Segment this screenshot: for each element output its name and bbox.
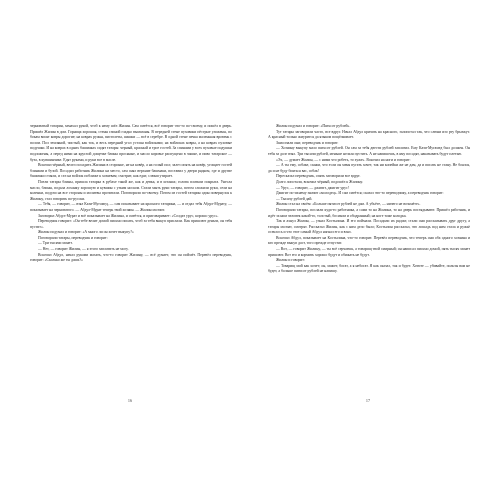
paragraph: Замолчали они; переводчик и говорит: — [276, 140, 339, 145]
paragraph: Так и ахнул Жилин, — узнал Костылина. И его поймали. Посадили их рядом; стали они рассказывать друг другу, а татары молчат, смотрят. Рассказал Жилин, как с ним дело было; Костылин рассказал, что лошадь под ним стала и ружьё осеклось и что этот самый Абдул нагнал его и взял. — [268, 219, 470, 235]
left-page-text — [30, 124, 232, 264]
paragraph: — Урус, — говорит, — джигит, джигит урус! — [276, 185, 349, 190]
paragraph: — Три тысячи монет. — [38, 241, 73, 246]
paragraph: — Товарищ мой как хочет; он, может, богат, а я небогат. Я как сказал, так и будет. Хотите — убивайте, пользы вам не будет, а больше пятисот рублей не напишу. — [268, 263, 470, 274]
paragraph: «Эх, — думает Жилин, — с ними что робеть, то хуже». Вскочил на ноги и говорит: — [276, 157, 411, 162]
paragraph: Жилин и говорит: — [276, 258, 305, 263]
left-page-number: 16 — [127, 398, 133, 403]
paragraph: черноватый татарин, замахал рукой, чтоб к нему шёл Жилин. Сам смеётся, всё говорит что-то по-своему, и пошёл в дверь. Пришёл Жилин в дом. Горница хорошая, стены глиной гладко вымазаны. В передней стене пуховики пёстрые уложены, по бокам висят ковры дорогие; на коврах ружья, пистолеты, шашки — всё в серебре. В одной стене печка маленькая вровень с полом. Пол земляной, чистый, как ток, и весь передний угол устлан войлоками; на войлоках ковры, а на коврах пуховые подушки. И на коврах в одних башмаках сидят татары: черный, красный и трое гостей. За спинами у всех пуховые подушки подложены, а перед ними на круглой дощечке блины просяные, и масло коровье распущено в чашке, и пиво татарское — буза, в кувшинчике. Едят руками, и руки все в масле. — [30, 124, 232, 162]
paragraph: Вскочил Абдул, начал руками махать, что-то говорит Жилину, — всё думает, что он поймёт. Перевёл переводчик, говорит: «Сколько же ты дашь?» — [30, 252, 232, 263]
paragraph: Поговорили татары, переводчик и говорит: — [38, 235, 108, 240]
left-page — [30, 124, 232, 380]
paragraph: Джигит по-ихнему значит «молодец». И сам смеётся; сказал что-то переводчику, а переводчик говорит: — [276, 191, 444, 196]
right-page-text — [268, 124, 470, 275]
right-page-number: 17 — [365, 398, 371, 403]
paragraph: — Тебя, — говорит, — взял Кази-Мугамед, — сам показывает на красного татарина, — и отдал тебя Абдул-Мурату, — показывает на черноватого. — Абдул-Мурат теперь твой хозяин. — Жилин молчит. — [30, 202, 232, 212]
paragraph: Тут татары заговорили часто, все вдруг. Начал Абдул кричать на красного, залопотал так, что слюни изо рту брызжут. А красный только жмурится да языком пощёлкивает. — [268, 129, 470, 140]
paragraph: — Вот, — говорит Жилину, — ты всё серчаешь, а товарищ твой смирный; он написал письмо домой, пять тысяч монет пришлют. Вот его и кормить хорошо будут и обижать не будут. — [268, 247, 470, 257]
paragraph: Заговорил Абдул-Мурат и всё показывает на Жилина, и смеётся, и приговаривает: «Солдат урус, корошо урус». — [38, 213, 219, 218]
paragraph: Долго лопотали, вскочил чёрный, подошёл к Жилину. — [276, 179, 364, 184]
paragraph: Вскочил чёрный, велел посадить Жилина в сторонке, не на ковёр, а на голый пол; залез опять на ковёр, угощает гостей блинами и бузой. Посадил работник Жилина на место, сам снял верхние башмаки, поставил у двери рядком, где и другие башмаки стояли, и сел на войлок поближе к хозяевам; смотрит, как едят, слюни утирает. — [30, 163, 232, 179]
paragraph: — А ты ему, собаке, скажи, что если он меня пугать хочет, так ни копейки же не дам, да и писать не стану. Не боялся, да и не буду бояться вас, собак! — [268, 163, 470, 173]
paragraph: Вскочил Абдул, показывает на Костылина, что-то говорит. Перевёл переводчик, что теперь они оба одного хозяина и кто прежде выкуп даст, того прежде отпустят. — [268, 235, 470, 246]
paragraph: Поели татары блины, пришла татарка в рубахе такой же, как и девка, и в штанах; голова платком покрыта. Унесла масло, блины, подала лоханку хорошую и кувшин с узким носком. Стали мыть руки татары, потом сложили руки, сели на коленки, подули на все стороны и молитвы прочитали. Поговорили по-своему. Потом из гостей татарин один повернулся к Жилину, стал говорить по-русски. — [30, 179, 232, 201]
right-page — [268, 124, 470, 380]
paragraph: Переводчик говорит: «Он тебе велит домой письмо писать, чтоб за тебя выкуп прислали. Как пришлют деньги, он тебя пустит». — [30, 219, 232, 229]
paragraph: Жилин подумал и говорит: «Пятьсот рублей». — [276, 124, 351, 128]
paragraph: Жилин подумал и говорит: «А много ли он хочет выкупу?» — [38, 230, 134, 235]
paragraph: Поговорили татары, послали куда-то работника, а сами то на Жилина, то на дверь поглядывают. Пришёл работник, и идёт за ним человек какой-то, толстый, босиком и ободранный; на ноге тоже колодка. — [268, 207, 470, 218]
paragraph: Пересказал переводчик, опять заговорили все вдруг. — [276, 174, 361, 179]
paragraph: — Тысячу рублей дай. — [276, 196, 313, 201]
paragraph: — Нет, — говорит Жилин, — я этого заплатить не могу. — [38, 247, 129, 252]
paragraph: Жилин стал на своём: «Больше пятисот рублей не дам. А убьёте, — ничего не возьмёте». — [276, 202, 421, 207]
paragraph: — Хозяину выкупу мало пятьсот рублей. Он сам за тебя двести рублей заплатил. Ему Кази-Мугамед был должен. Он тебя за долг взял. Три тысячи рублей, меньше нельзя пустить. А не напишешь, в яму посадят, наказывать будут плетью. — [268, 146, 470, 156]
